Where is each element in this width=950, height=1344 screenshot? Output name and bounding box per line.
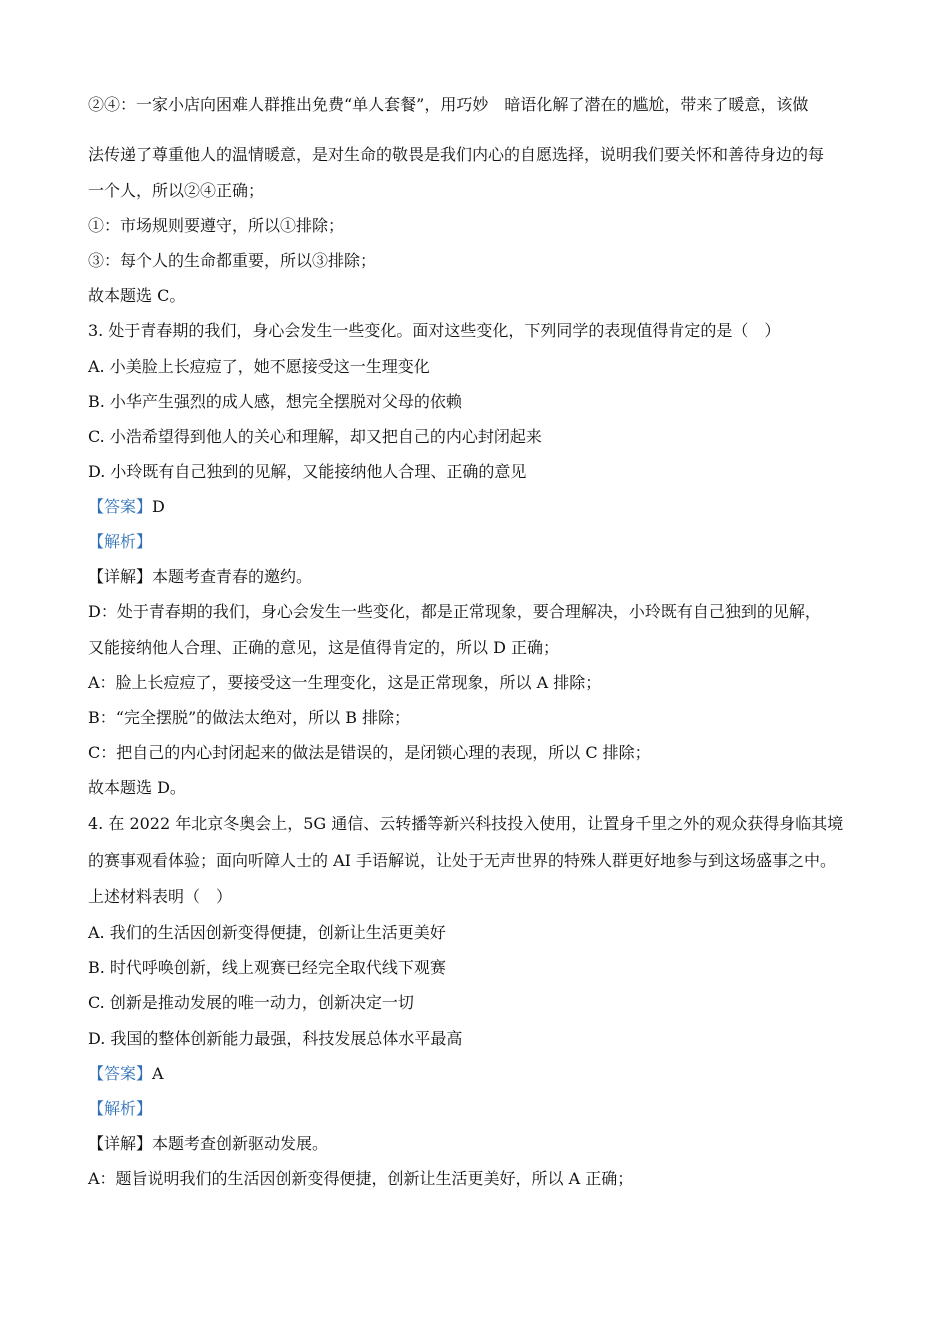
- detail-line: [88, 567, 312, 587]
- detail-tag: 【详解】: [88, 1134, 153, 1153]
- detail-line: [88, 1134, 328, 1154]
- text-line: 上述材料表明（ ）: [88, 887, 233, 906]
- text-line: 又能接纳他人合理、正确的意见，这是值得肯定的，所以 D 正确；: [88, 638, 560, 657]
- text-line: 的赛事观看体验；面向听障人士的 AI 手语解说，让处于无声世界的特殊人群更好地参与到这场盛事之中。: [88, 851, 837, 870]
- analysis-tag: 【解析】: [88, 532, 153, 551]
- text-line: 故本题选 C。: [88, 286, 186, 305]
- detail-tag: 【详解】: [88, 567, 153, 586]
- text-line: ①：市场规则要遵守，所以①排除；: [88, 216, 345, 235]
- text-line: D：处于青春期的我们，身心会发生一些变化，都是正常现象，要合理解决，小玲既有自己独到的见解，: [88, 602, 821, 621]
- text-line: 一个人，所以②④正确；: [88, 181, 265, 200]
- text-line: A：脸上长痘痘了，要接受这一生理变化，这是正常现象，所以 A 排除；: [88, 673, 602, 692]
- question-4-stem: 4. 在 2022 年北京冬奥会上，5G 通信、云转播等新兴科技投入使用，让置身千里之外的观众获得身临其境: [88, 814, 844, 833]
- option-b: B. 时代呼唤创新，线上观赛已经完全取代线下观赛: [88, 958, 446, 977]
- option-a: A. 我们的生活因创新变得便捷，创新让生活更美好: [88, 923, 446, 942]
- answer-tag: 【答案】: [88, 497, 153, 516]
- option-b: B. 小华产生强烈的成人感，想完全摆脱对父母的依赖: [88, 392, 462, 411]
- option-c: C. 小浩希望得到他人的关心和理解，却又把自己的内心封闭起来: [88, 427, 542, 446]
- text-line: ③：每个人的生命都重要，所以③排除；: [88, 251, 377, 270]
- option-c: C. 创新是推动发展的唯一动力，创新决定一切: [88, 993, 414, 1012]
- answer-value: A: [152, 1064, 164, 1083]
- text-line: 法传递了尊重他人的温情暖意，是对生命的敬畏是我们内心的自愿选择，说明我们要关怀和善待身边的每: [88, 145, 825, 164]
- answer-line: [88, 497, 165, 517]
- question-3-stem: 3. 处于青春期的我们，身心会发生一些变化。面对这些变化，下列同学的表现值得肯定的是（ ）: [88, 321, 781, 340]
- answer-line: [88, 1064, 164, 1084]
- option-d: D. 我国的整体创新能力最强，科技发展总体水平最高: [88, 1029, 463, 1048]
- text-line: B：“完全摆脱”的做法太绝对，所以 B 排除；: [88, 708, 411, 727]
- text-line: A：题旨说明我们的生活因创新变得便捷，创新让生活更美好，所以 A 正确；: [88, 1169, 634, 1188]
- detail-text: 本题考查创新驱动发展。: [152, 1134, 329, 1153]
- text-line: 故本题选 D。: [88, 778, 186, 797]
- option-a: A. 小美脸上长痘痘了，她不愿接受这一生理变化: [88, 357, 430, 376]
- answer-tag: 【答案】: [88, 1064, 153, 1083]
- detail-text: 本题考查青春的邀约。: [152, 567, 313, 586]
- analysis-line: [88, 1099, 152, 1119]
- analysis-tag: 【解析】: [88, 1099, 153, 1118]
- analysis-line: [88, 532, 152, 552]
- text-line: ②④：一家小店向困难人群推出免费“单人套餐”，用巧妙 暗语化解了潜在的尴尬，带来了暖意，该做: [88, 95, 809, 114]
- text-line: C：把自己的内心封闭起来的做法是错误的，是闭锁心理的表现，所以 C 排除；: [88, 743, 651, 762]
- answer-value: D: [152, 497, 165, 516]
- option-d: D. 小玲既有自己独到的见解，又能接纳他人合理、正确的意见: [88, 462, 527, 481]
